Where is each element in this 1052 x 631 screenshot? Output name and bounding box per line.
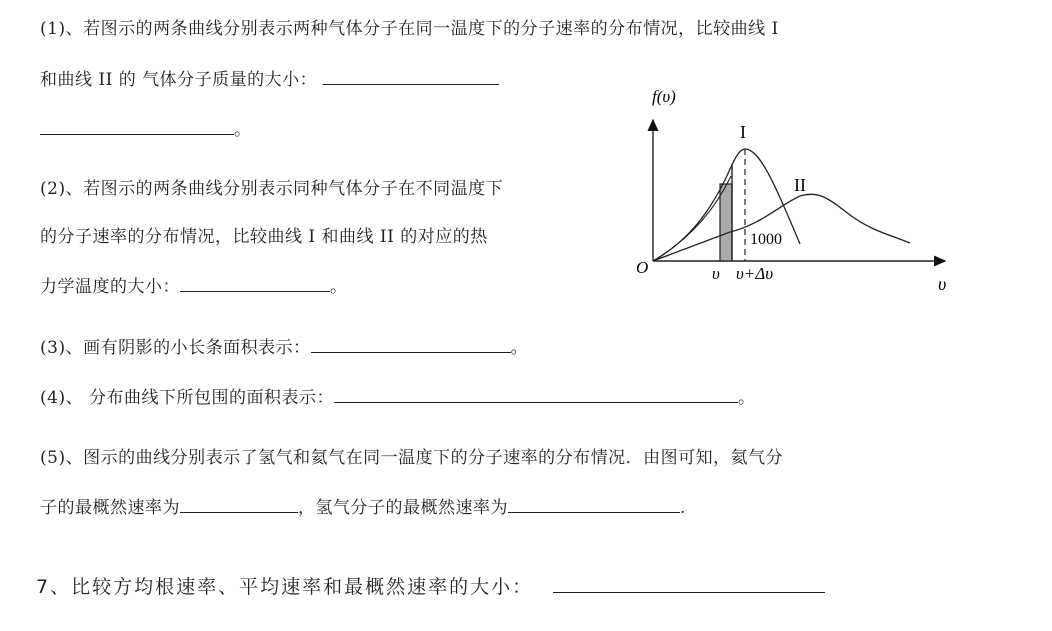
question-2-line-2: 的分子速率的分布情况，比较曲线 I 和曲线 II 的对应的热	[40, 227, 488, 247]
answer-blank-2[interactable]	[180, 277, 330, 292]
period: 。	[737, 388, 756, 408]
answer-blank-5b[interactable]	[508, 498, 680, 513]
question-5-line-2	[40, 493, 686, 518]
answer-blank-3[interactable]	[311, 338, 511, 353]
question-4	[40, 383, 755, 408]
origin-label: O	[636, 258, 649, 277]
question-5-line-1: (5)、图示的曲线分别表示了氢气和氦气在同一温度下的分子速率的分布情况．由图可知，氦气分	[40, 448, 784, 468]
question-1-line-1: (1)、若图示的两条曲线分别表示两种气体分子在同一温度下的分子速率的分布情况，比较曲线 I	[40, 19, 779, 39]
period: .	[680, 498, 686, 518]
question-5-text-a: 子的最概然速率为	[40, 498, 180, 518]
question-7-text: 7、比较方均根速率、平均速率和最概然速率的大小：	[36, 576, 534, 598]
question-2-text: 力学温度的大小：	[40, 277, 180, 297]
answer-blank-1a[interactable]	[323, 70, 499, 85]
tick-v: υ	[712, 264, 720, 283]
answer-blank-4[interactable]	[334, 388, 738, 403]
answer-blank-1b[interactable]	[40, 120, 234, 135]
question-4-text: (4)、 分布曲线下所包围的面积表示：	[40, 388, 334, 408]
answer-blank-5a[interactable]	[180, 498, 298, 513]
period: 。	[510, 338, 529, 358]
curve-I-label: I	[740, 122, 746, 142]
question-1-line-3	[40, 115, 252, 140]
question-3-text: (3)、画有阴影的小长条面积表示：	[40, 338, 311, 358]
answer-blank-7[interactable]	[553, 574, 825, 593]
question-7	[36, 572, 825, 599]
period: 。	[330, 277, 348, 297]
peak-value-label: 1000	[750, 231, 782, 248]
y-axis-label: f(υ)	[652, 87, 676, 106]
period: 。	[234, 120, 252, 140]
curve-II-label: II	[794, 175, 806, 195]
question-5-text-b: ，氢气分子的最概然速率为	[298, 498, 508, 518]
question-2-line-3	[40, 272, 348, 297]
curve-II	[653, 194, 910, 261]
speed-distribution-figure	[620, 80, 960, 300]
curve-I-inner-segment	[653, 176, 731, 261]
question-1-line-2	[40, 65, 499, 90]
question-2-line-1: (2)、若图示的两条曲线分别表示同种气体分子在不同温度下	[40, 179, 504, 199]
shaded-strip	[720, 184, 732, 261]
tick-v-plus-dv: υ+Δυ	[736, 264, 774, 283]
question-1-text: 和曲线 II 的 气体分子质量的大小：	[40, 70, 318, 90]
x-axis-label: υ	[938, 274, 947, 294]
question-3	[40, 333, 528, 358]
